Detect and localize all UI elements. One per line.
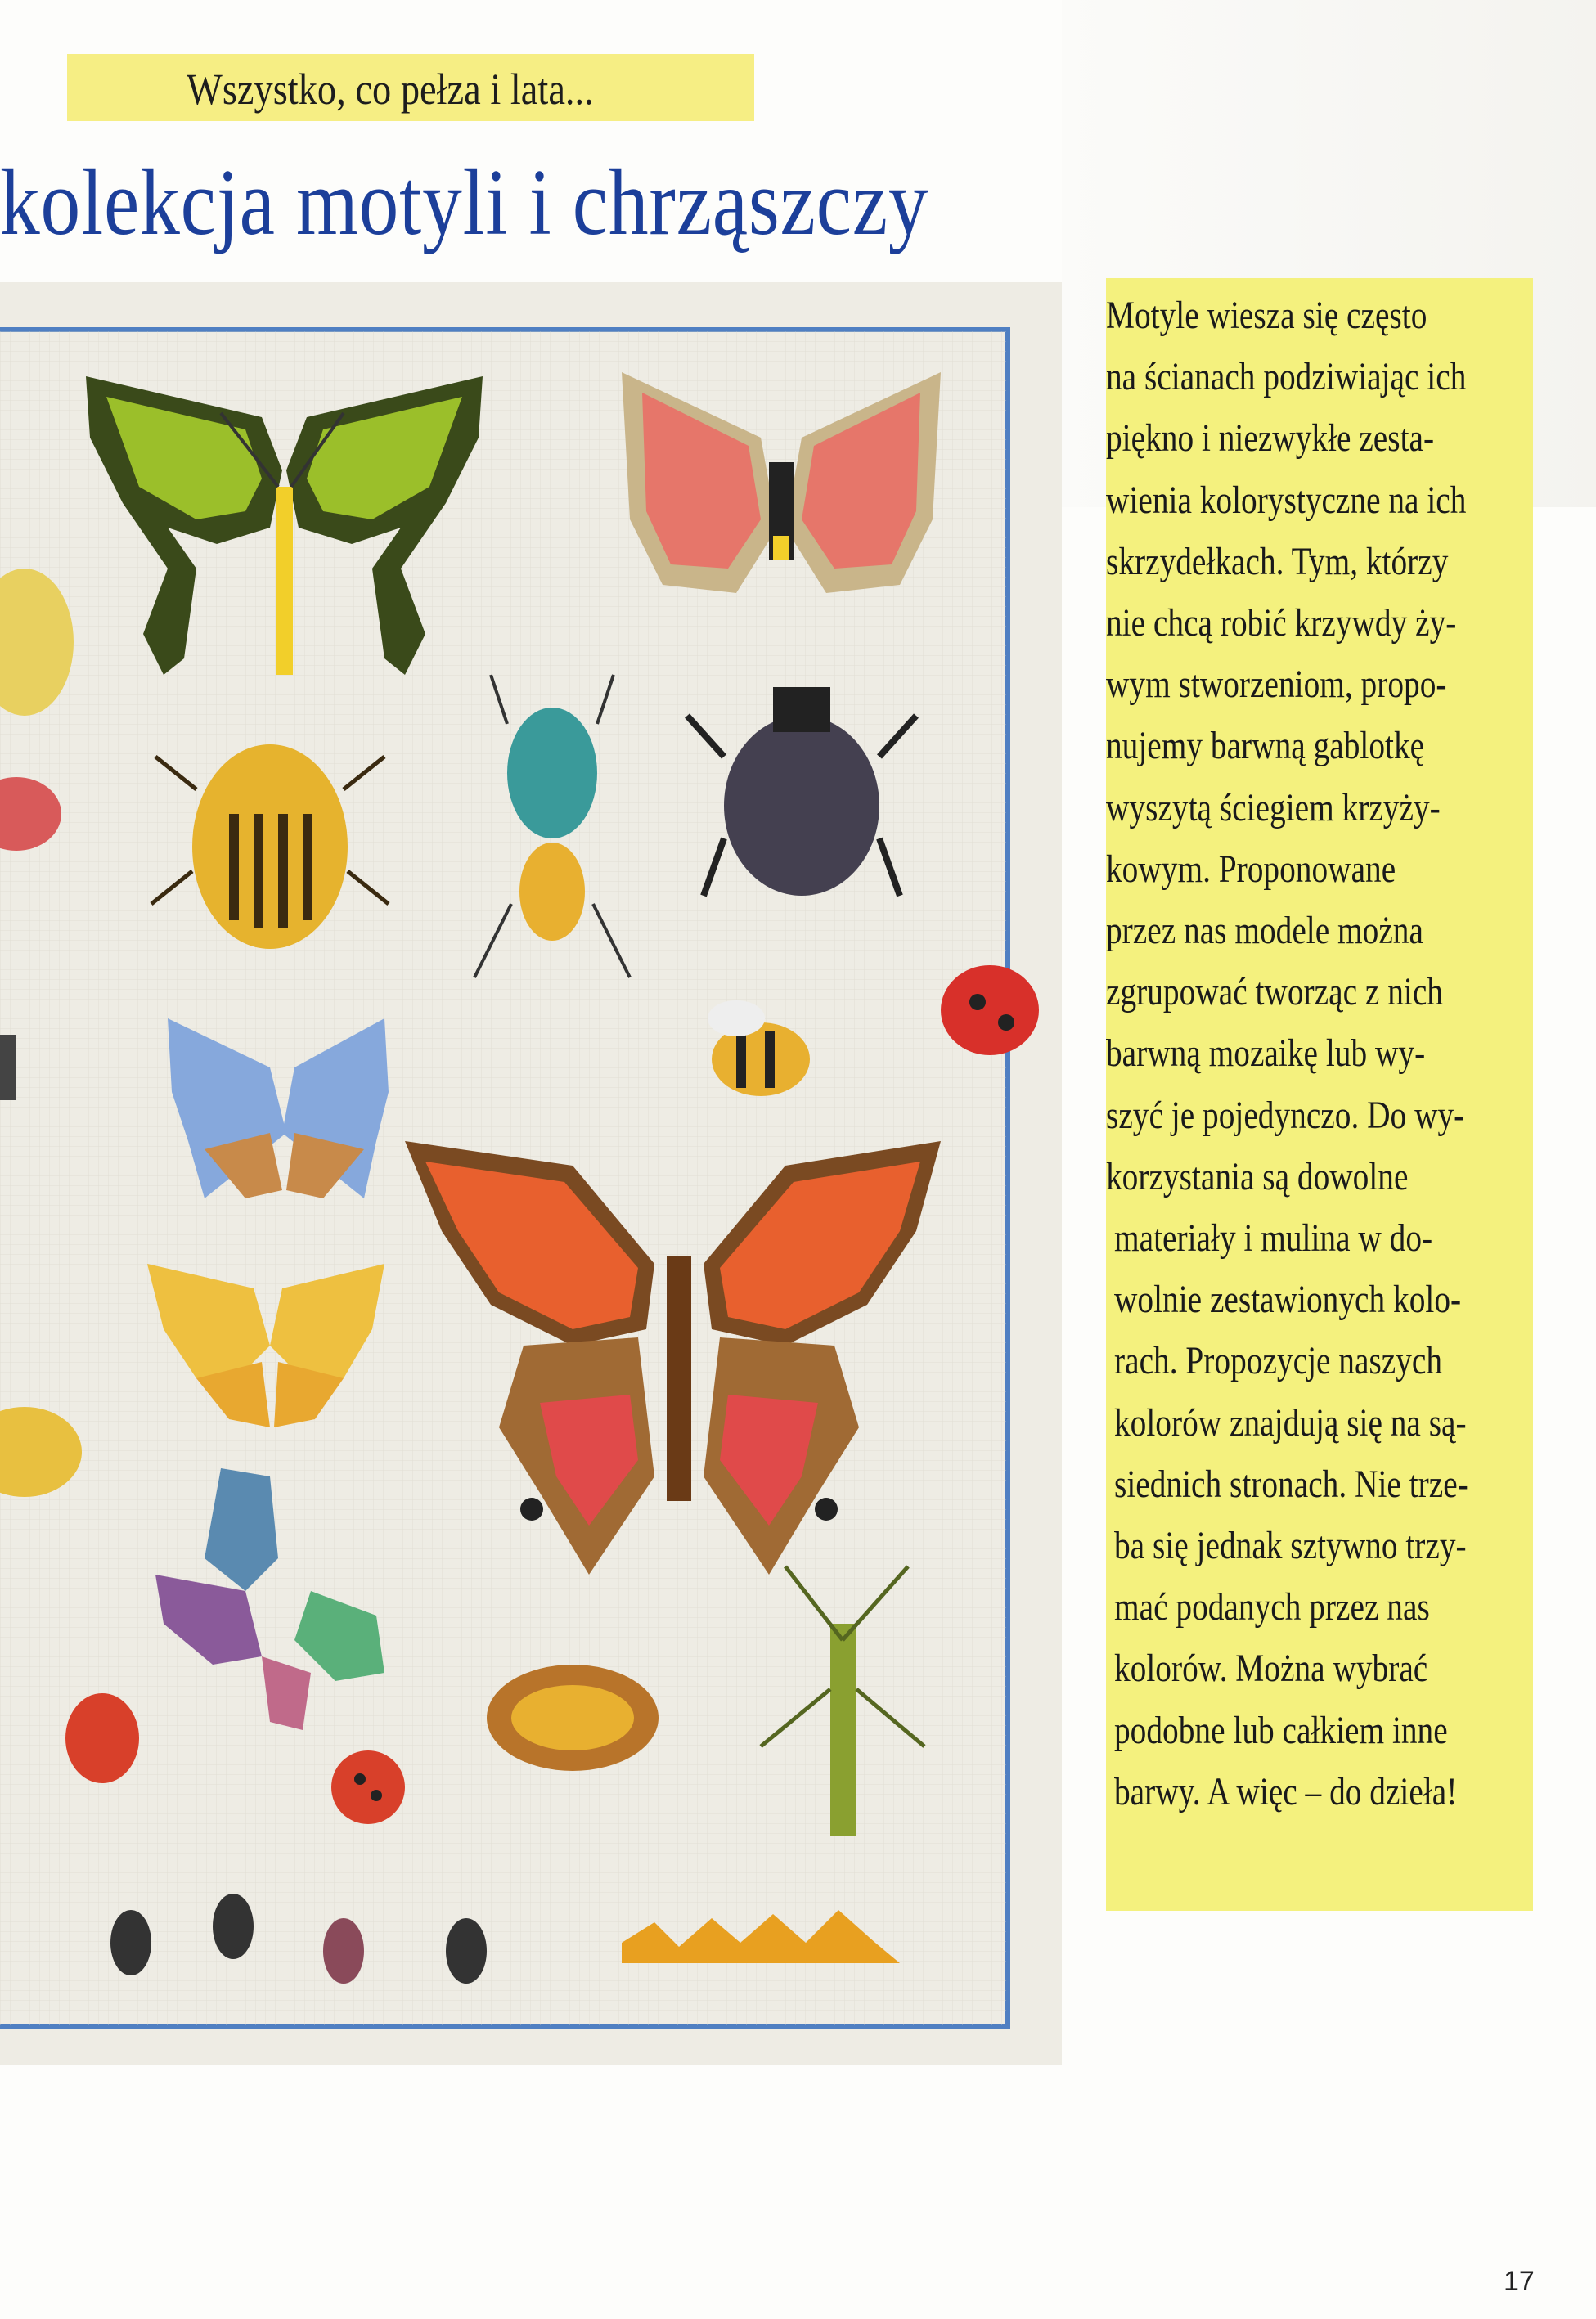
body-text-line: mać podanych przez nas	[1114, 1585, 1430, 1629]
body-text-line: nujemy barwną gablotkę	[1106, 724, 1425, 768]
body-text-line: kowym. Proponowane	[1106, 847, 1396, 891]
kicker-text: Wszystko, co pełza i lata...	[187, 65, 594, 114]
body-text-line: kolorów. Można wybrać	[1114, 1647, 1428, 1691]
body-text-line: skrzydełkach. Tym, którzy	[1106, 539, 1449, 583]
body-text-line: wyszytą ściegiem krzyży-	[1106, 785, 1441, 829]
section-kicker	[67, 54, 754, 121]
body-text-line: podobne lub całkiem inne	[1114, 1708, 1448, 1752]
body-text-line: wolnie zestawionych kolo-	[1114, 1278, 1462, 1322]
page-number: 17	[1504, 2266, 1535, 2297]
cross-stitch-photo	[0, 282, 1062, 2065]
body-text-line: nie chcą robić krzywdy ży-	[1106, 601, 1457, 645]
body-text-box	[1106, 278, 1533, 1911]
body-text-line: na ścianach podziwiając ich	[1106, 355, 1467, 399]
brown-beetle-motif	[487, 1665, 659, 1771]
body-text-line: wienia kolorystyczne na ich	[1106, 478, 1467, 522]
body-text-line: barwną mozaikę lub wy-	[1106, 1031, 1426, 1076]
body-text-line: Motyle wiesza się często	[1106, 294, 1427, 337]
ladybird-edge-motif	[941, 965, 1039, 1055]
body-text-line: ba się jednak sztywno trzy-	[1114, 1524, 1467, 1567]
body-text-line: piękno i niezwykłe zesta-	[1106, 416, 1435, 461]
insect-illustrations	[0, 282, 1062, 2065]
body-text-line: barwy. A więc – do dzieła!	[1114, 1769, 1458, 1813]
body-text-line: rach. Propozycje naszych	[1114, 1339, 1443, 1383]
body-text-line: przez nas modele można	[1106, 909, 1423, 952]
body-text-line: kolorów znajdują się na są-	[1114, 1400, 1467, 1445]
body-text-line: korzystania są dowolne	[1106, 1154, 1409, 1198]
body-text-line: szyć je pojedynczo. Do wy-	[1106, 1093, 1465, 1137]
body-text-line: materiały i mulina w do-	[1114, 1216, 1433, 1260]
body-text-line: wym stworzeniom, propo-	[1106, 663, 1447, 707]
page-title: kolekcja motyli i chrząszczy	[0, 151, 929, 255]
body-text-line: zgrupować tworząc z nich	[1106, 970, 1443, 1014]
body-text-line: siednich stronach. Nie trze-	[1114, 1462, 1468, 1506]
